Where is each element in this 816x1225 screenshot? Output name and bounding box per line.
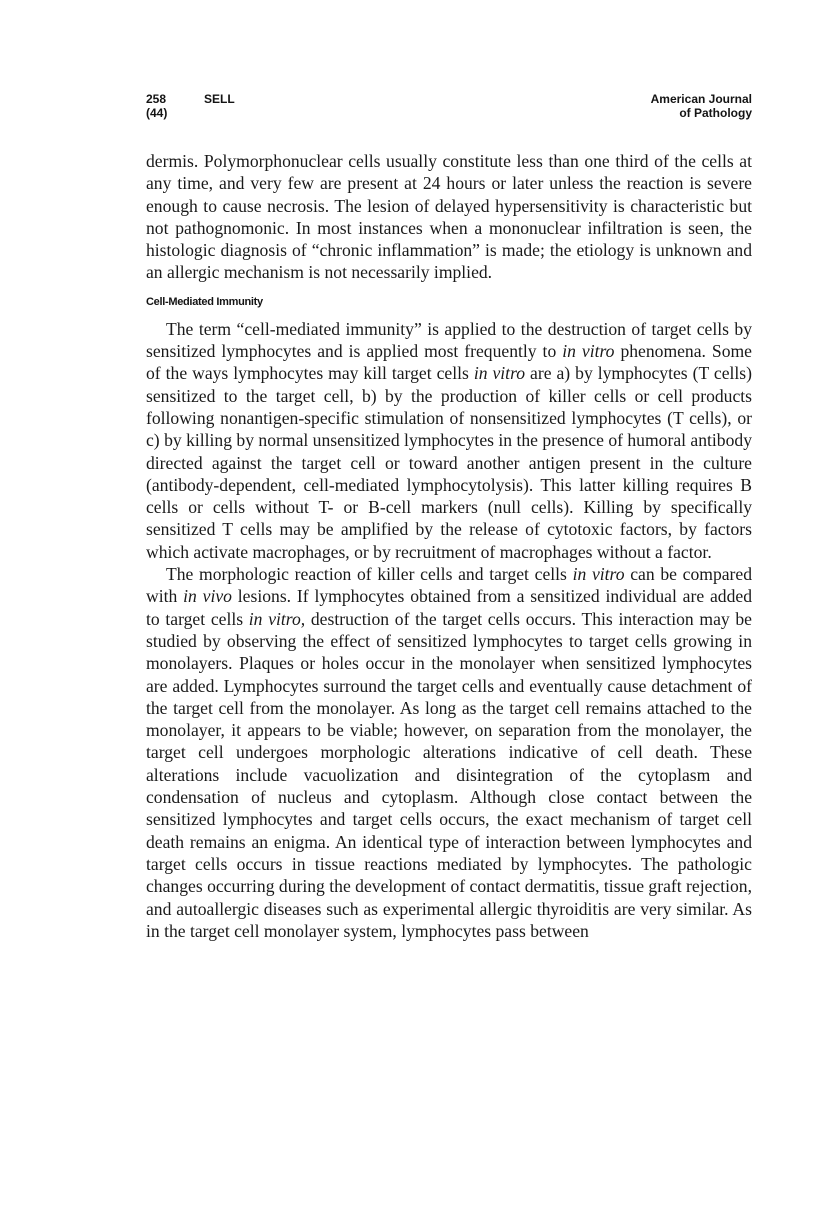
author-name: SELL: [204, 92, 235, 106]
article-body: [146, 150, 752, 942]
section-heading: Cell-Mediated Immunity: [146, 295, 263, 308]
italic-term: in vivo: [183, 586, 232, 607]
italic-term: in vitro,: [248, 608, 306, 629]
text-run: can be compared with: [146, 564, 753, 607]
paragraph-morphologic-reaction: [146, 563, 752, 942]
journal-title-line-1: American Journal: [650, 92, 752, 106]
page-number: 258: [146, 92, 167, 106]
journal-title: [651, 92, 752, 120]
page-number-block: [146, 92, 167, 120]
italic-term: in vitro: [572, 564, 625, 585]
paragraph-cell-mediated-immunity: [146, 318, 752, 563]
text-run: lesions. If lymphocytes obtained from a sensitized individual are added to target cells: [146, 586, 752, 629]
italic-term: in vitro: [562, 341, 615, 362]
text-run: are a) by lymphocytes (T cells) sensitized to the target cell, b) by the production of killer cells or cell products following nonantigen-specific stimulation of nonsensitized lymphocytes (T cells), or c) by killing by normal unsensitized lymphocytes in the presence of humoral antibody directed against the target cell or toward another antigen present in the culture (antibody-dependent, cell-mediated lymphocytolysis). This latter killing requires B cells or cells without T- or B-cell markers (null cells). Killing by specifically sensitized T cells may be amplified by the release of cytotoxic factors, by factors which activate macrophages, or by recruitment of macrophages without a factor.: [146, 363, 752, 562]
text-run: The morphologic reaction of killer cells and target cells: [166, 564, 573, 585]
text-run: phenomena. Some of the ways lymphocytes may kill target cells: [146, 341, 752, 384]
issue-page-number: (44): [146, 106, 168, 120]
journal-title-line-2: of Pathology: [679, 106, 752, 120]
paragraph-continued: dermis. Polymorphonuclear cells usually constitute less than one third of the cells at any time, and very few are present at 24 hours or later unless the reaction is severe enough to cause necrosis. The lesion of delayed hypersensitivity is characteristic but not pathognomonic. In most instances when a mononuclear infiltration is seen, the histologic diagnosis of “chronic inflammation” is made; the etiology is unknown and an allergic mechanism is not necessarily implied.: [146, 151, 752, 283]
text-run: destruction of the target cells occurs. This interaction may be studied by observing the effect of sensitized lymphocytes to target cells growing in monolayers. Plaques or holes occur in the monolayer when sensitized lymphocytes are added. Lymphocytes surround the target cells and eventually cause detachment of the target cell from the monolayer. As long as the target cell remains attached to the monolayer, it appears to be viable; however, on separation from the monolayer, the target cell undergoes morphologic alterations indicative of cell death. These alterations include vacuolization and disintegration of the cytoplasm and condensation of nucleus and cytoplasm. Although close contact between the sensitized lymphocytes and target cells occurs, the exact mechanism of target cell death remains an enigma. An identical type of interaction between lymphocytes and target cells occurs in tissue reactions mediated by lymphocytes. The pathologic changes occurring during the development of contact dermatitis, tissue graft rejection, and autoallergic diseases such as experimental allergic thyroiditis are very similar. As in the target cell monolayer system, lymphocytes pass between: [146, 608, 752, 941]
text-run: The term “cell-mediated immunity” is applied to the destruction of target cells by sensitized lymphocytes and is applied most frequently to: [146, 318, 752, 362]
running-head: [146, 92, 752, 126]
italic-term: in vitro: [473, 363, 526, 384]
